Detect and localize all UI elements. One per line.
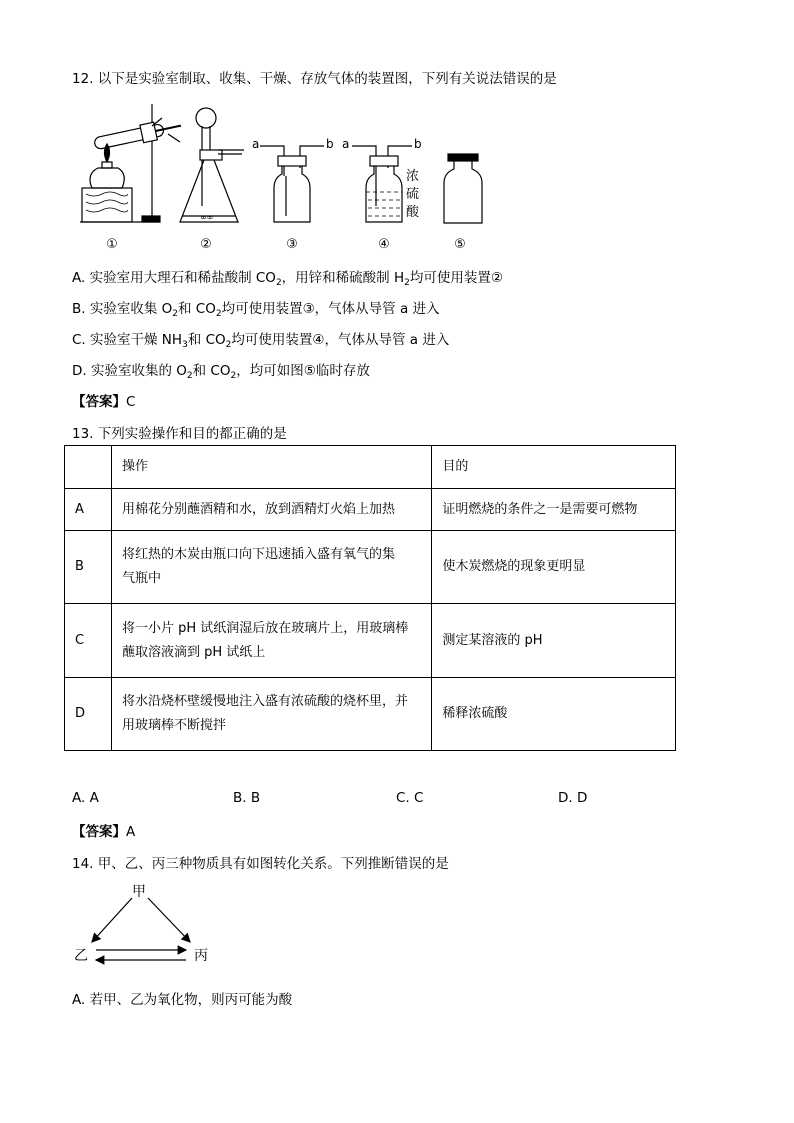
q12-option-a: A. 实验室用大理石和稀盐酸制 $CO_2$，用锌和稀硫酸制 $H_2$均可使用装置② xyxy=(72,270,503,288)
row-purpose: 稀释浓硫酸 xyxy=(432,678,676,751)
row-operation: 将一小片 pH 试纸润湿后放在玻璃片上，用玻璃棒 蘸取溶液滴到 pH 试纸上 xyxy=(111,604,431,678)
arrow-jia-to-yi xyxy=(92,898,132,942)
q13-choice-b: B. B xyxy=(233,790,261,806)
q12-apparatus-figure xyxy=(72,96,512,256)
table-row xyxy=(65,531,676,604)
svg-text:∞∞: ∞∞ xyxy=(200,213,214,222)
row-purpose: 测定某溶液的 pH xyxy=(432,604,676,678)
row-operation: 将水沿烧杯壁缓慢地注入盛有浓硫酸的烧杯里，并 用玻璃棒不断搅拌 xyxy=(111,678,431,751)
svg-text:a: a xyxy=(342,137,350,151)
q12-option-c: C. 实验室干燥 $NH_3$和 $CO_2$均可使用装置④，气体从导管 a 进入 xyxy=(72,332,450,350)
q13-answer: 【答案】A xyxy=(72,824,136,840)
node-bing: 丙 xyxy=(194,948,208,964)
q12-option-d: D. 实验室收集的 $O_2$和 $CO_2$，均可如图⑤临时存放 xyxy=(72,363,370,381)
row-operation: 用棉花分别蘸酒精和水，放到酒精灯火焰上加热 xyxy=(111,489,431,531)
table-row xyxy=(65,489,676,531)
q14-option-a: A. 若甲、乙为氧化物，则丙可能为酸 xyxy=(72,992,293,1008)
svg-text:酸: 酸 xyxy=(406,205,420,220)
arrow-jia-to-bing xyxy=(148,898,190,942)
row-purpose: 证明燃烧的条件之一是需要可燃物 xyxy=(432,489,676,531)
q13-table xyxy=(64,445,676,751)
svg-text:b: b xyxy=(414,137,422,151)
node-jia: 甲 xyxy=(132,884,146,900)
row-purpose: 使木炭燃烧的现象更明显 xyxy=(432,531,676,604)
header-cell: 操作 xyxy=(111,446,431,489)
fig-label-2: ② xyxy=(200,237,212,252)
header-cell xyxy=(65,446,112,489)
table-row xyxy=(65,678,676,751)
row-key: D xyxy=(65,678,112,751)
table-header-row xyxy=(65,446,676,489)
q14-conversion-diagram xyxy=(72,880,222,970)
q12-title: 12. 以下是实验室制取、收集、干燥、存放气体的装置图，下列有关说法错误的是 xyxy=(72,71,557,87)
fig-label-4: ④ xyxy=(378,237,390,252)
fig-label-3: ③ xyxy=(286,237,298,252)
apparatus-4-drying-bottle xyxy=(342,137,422,222)
q12-option-b: B. 实验室收集 $O_2$和 $CO_2$均可使用装置③，气体从导管 a 进入 xyxy=(72,301,440,319)
fig-label-5: ⑤ xyxy=(454,237,466,252)
q13-choice-a: A. A xyxy=(72,790,99,806)
q12-answer: 【答案】C xyxy=(72,394,136,410)
apparatus-3-bottle xyxy=(252,137,334,222)
q13-title: 13. 下列实验操作和目的都正确的是 xyxy=(72,426,287,442)
fig-label-1: ① xyxy=(106,237,118,252)
q14-title: 14. 甲、乙、丙三种物质具有如图转化关系。下列推断错误的是 xyxy=(72,856,449,872)
table-row xyxy=(65,604,676,678)
q13-choice-d: D. D xyxy=(558,790,588,806)
apparatus-5-storage-bottle xyxy=(444,154,482,223)
node-yi: 乙 xyxy=(74,948,88,964)
apparatus-2-flask xyxy=(180,108,244,222)
row-key: C xyxy=(65,604,112,678)
svg-text:硫: 硫 xyxy=(406,187,420,202)
svg-text:a: a xyxy=(252,137,260,151)
svg-text:b: b xyxy=(326,137,334,151)
row-key: A xyxy=(65,489,112,531)
q13-choice-c: C. C xyxy=(396,790,424,806)
header-cell: 目的 xyxy=(432,446,676,489)
row-key: B xyxy=(65,531,112,604)
svg-text:浓: 浓 xyxy=(406,169,420,184)
apparatus-1-heating xyxy=(80,104,183,222)
row-operation: 将红热的木炭由瓶口向下迅速插入盛有氧气的集 气瓶中 xyxy=(111,531,431,604)
